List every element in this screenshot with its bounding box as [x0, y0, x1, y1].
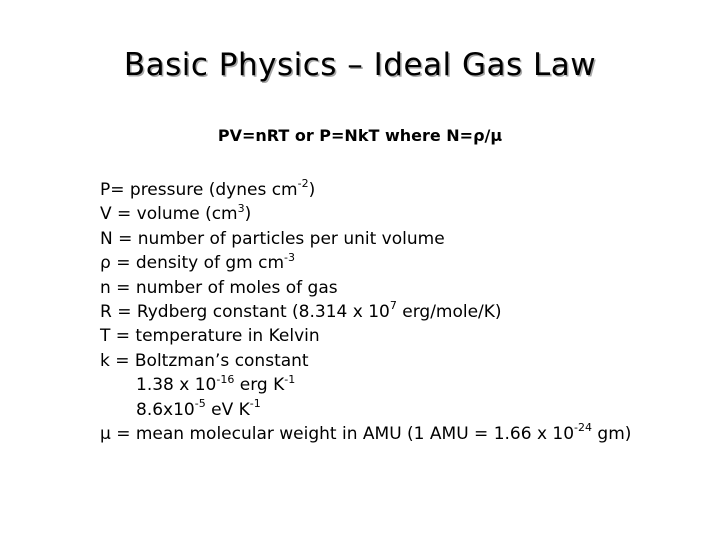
definition-density: ρ = density of gm $cm^{-3}$: [100, 250, 295, 274]
definition-temperature: T = temperature in Kelvin: [100, 326, 320, 347]
definition-boltzmann: k = Boltzman’s constant: [100, 350, 309, 371]
ideal-gas-formula: PV=nRT or P=NkT where N=ρ/μ: [217, 126, 503, 145]
definition-moles: n = number of moles of gas: [100, 277, 338, 298]
definition-number-density: N = number of particles per unit volume: [100, 228, 445, 249]
definition-gas-constant: R = Rydberg constant (8.314 x $10^7$ erg/mole/K): [100, 299, 502, 323]
slide-title: Basic Physics – Ideal Gas Law: [123, 47, 597, 83]
definitions-list: [100, 178, 710, 446]
boltzmann-value-erg: 1.38 x $10^{-16}$ erg $K^{-1}$: [136, 372, 296, 396]
definition-pressure: P= pressure (dynes $cm^{-2}$): [100, 177, 316, 200]
definition-mean-molecular-weight: μ = mean molecular weight in AMU (1 AMU = 1.66 x $10^{-24}$ gm): [100, 421, 632, 445]
definition-volume: V = volume $(cm^3)$: [100, 201, 252, 225]
boltzmann-value-ev: $8.6x10^{-5}$ eV $K^{-1}$: [136, 397, 261, 420]
